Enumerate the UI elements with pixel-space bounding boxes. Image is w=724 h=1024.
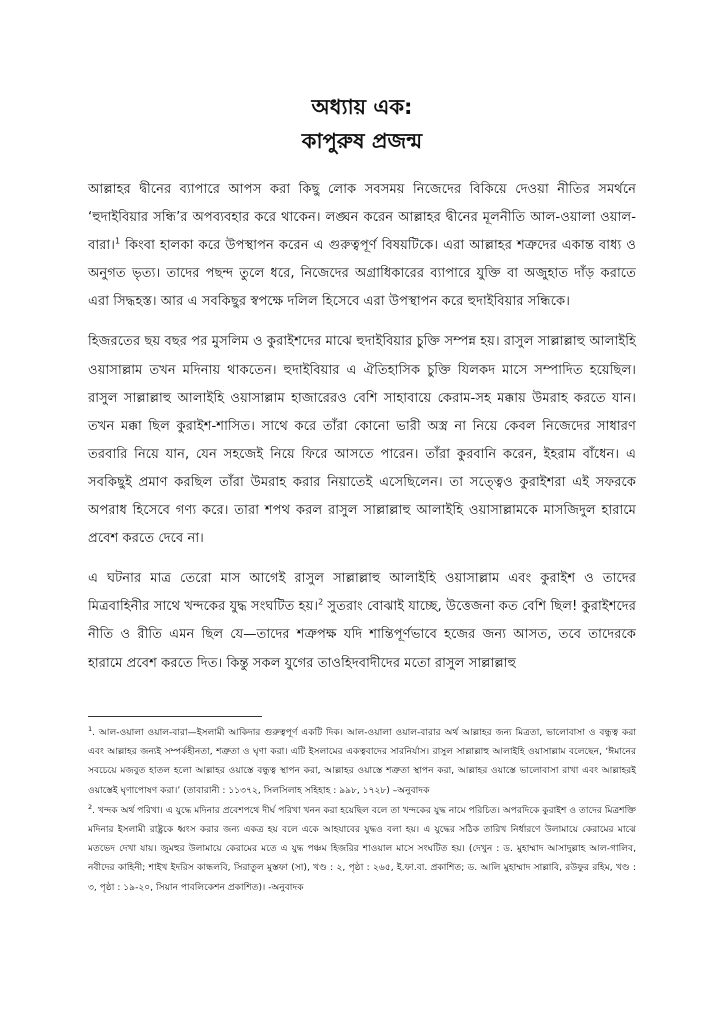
paragraph [88,176,636,316]
chapter-label: অধ্যায় এক: [311,95,413,119]
paragraph-text: হিজরতের ছয় বছর পর মুসলিম ও কুরাইশদের মাঝে হুদাইবিয়ার চুক্তি সম্পন্ন হয়। রাসুল সাল্লাল্লাহু আলাইহি ওয়াসাল্লাম তখন মদিনায় থাকতেন। হুদাইবিয়ার এ ঐতিহাসিক চুক্তি যিলকদ মাসে সম্পাদিত হয়েছিল। রাসুল সাল্লাল্লাহু আলাইহি ওয়াসাল্লাম হাজারেরও বেশি সাহাবায়ে কেরাম-সহ মক্কায় উমরাহ করতে যান। তখন মক্কা ছিল কুরাইশ-শাসিত। সাথে করে তাঁরা কোনো ভারী অস্ত্র না নিয়ে কেবল নিজেদের সাধারণ তরবারি নিয়ে যান, যেন সহজেই নিয়ে ফিরে আসতে পারেন। তাঁরা কুরবানি করেন, ইহরাম বাঁধেন। এ সবকিছুই প্রমাণ করছিল তাঁরা উমরাহ করার নিয়াতেই এসেছিলেন। তা সত্ত্বেও কুরাইশরা এই সফরকে অপরাধ হিসেবে গণ্য করে। তারা শপথ করল রাসুল সাল্লাল্লাহু আলাইহি ওয়াসাল্লামকে মাসজিদুল হারামে প্রবেশ করতে দেবে না। [88,334,636,547]
footnote [88,802,636,898]
paragraph [88,565,636,677]
chapter-title: কাপুরুষ প্রজন্ম [301,129,423,153]
footnote-ref: 1 [114,236,121,246]
footnote-number: 1 [88,724,93,733]
paragraph-text: আল্লাহর দ্বীনের ব্যাপারে আপস করা কিছু লোক সবসময় নিজেদের বিকিয়ে দেওয়া নীতির সমর্থনে ‘হুদাইবিয়ার সন্ধি’র অপব্যবহার করে থাকেন। লঙ্ঘন করেন আল্লাহর দ্বীনের মূলনীতি আল-ওয়ালা ওয়াল-বারা। [88,182,636,254]
footnote-divider [88,716,262,717]
footnote-number: 2 [88,802,93,811]
paragraph-text: সুতরাং বোঝাই যাচ্ছে, উত্তেজনা কত বেশি ছিল! কুরাইশদের নীতি ও রীতি এমন ছিল যে—তাদের শত্রুপক্ষ যদি শান্তিপূর্ণভাবে হজের জন্য আসত, তবে তাদেরকে হারামে প্রবেশ করতে দিত। কিন্তু সকল যুগের তাওহিদবাদীদের মতো রাসুল সাল্লাল্লাহু [88,599,636,671]
paragraph [88,328,636,553]
paragraph-text: এ ঘটনার মাত্র তেরো মাস আগেই রাসুল সাল্লাল্লাহু আলাইহি ওয়াসাল্লাম এবং কুরাইশ ও তাদের মিত্রবাহিনীর সাথে খন্দকের যুদ্ধ সংঘটিত হয়। [88,571,636,615]
footnote [88,724,636,801]
body-text [88,176,636,690]
footnotes [88,724,636,899]
paragraph-text: কিংবা হালকা করে উপস্থাপন করেন এ গুরুত্বপূর্ণ বিষয়টিকে। এরা আল্লাহর শত্রুদের একান্ত বাধ্য ও অনুগত ভৃত্য। তাদের পছন্দ তুলে ধরে, নিজেদের অগ্রাধিকারের ব্যাপারে যুক্তি বা অজুহাত দাঁড় করাতে এরা সিদ্ধহস্ত। আর এ সবকিছুর স্বপক্ষে দলিল হিসেবে এরা উপস্থাপন করে হুদাইবিয়ার সন্ধিকে। [88,238,636,310]
footnote-text: . আল-ওয়ালা ওয়াল-বারা—ইসলামী আকিদার গুরুত্বপূর্ণ একটি দিক। আল-ওয়ালা ওয়াল-বারার অর্থ আল্লাহর জন্য মিত্রতা, ভালোবাসা ও বন্ধুত্ব করা এবং আল্লাহর জন্যই সম্পর্কহীনতা, শত্রুতা ও ঘৃণা করা। এটি ইসলামের একত্ববাদের সারনির্যাস। রাসুল সাল্লাল্লাহু আলাইহি ওয়াসাল্লাম বলেছেন, ‘ঈমানের সবচেয়ে মজবুত হাতল হলো আল্লাহর ওয়াস্তে বন্ধুত্ব স্থাপন করা, আল্লাহর ওয়াস্তে শত্রুতা স্থাপন করা, আল্লাহর ওয়াস্তে ভালোবাসা রাখা এবং আল্লাহরই ওয়াস্তেই ঘৃণাপোষণ করা।’ (তাবারানী : ১১৩৭২, সিলসিলাহ সহিহাহ : ৯৯৮, ১৭২৮) –অনুবাদক [88,728,637,796]
footnote-text: . খন্দক অর্থ পরিখা। এ যুদ্ধে মদিনার প্রবেশপথে দীর্ঘ পরিখা খনন করা হয়েছিল বলে তা খন্দকের যুদ্ধ নামে পরিচিত। অপরদিকে কুরাইশ ও তাদের মিত্রশক্তি মদিনার ইসলামী রাষ্ট্রকে ধ্বংস করার জন্য একত্র হয় বলে একে আহযাবের যুদ্ধও বলা হয়। এ যুদ্ধের সঠিক তারিখ নির্ধারণে উলামায়ে কেরামের মাঝে মতভেদ দেখা যায়। জুমহুর উলামায়ে কেরামের মতে এ যুদ্ধ পঞ্চম হিজরির শাওয়াল মাসে সংঘটিত হয়। (দেখুন : ড. মুহাম্মাদ আসাদুল্লাহ আল-গালিব, নবীদের কাহিনী; শাইখ ইদরিস কান্ধলবি, সিরাতুল মুস্তফা (সা), খণ্ড : ২, পৃষ্ঠা : ২৬৫, ই.ফা.বা. প্রকাশিত; ড. আলি মুহাম্মাদ সাল্লাবি, রউফুর রহিম, খণ্ড : ৩, পৃষ্ঠা : ১৯-২০, সিয়ান পাবলিকেশন প্রকাশিত)। -অনুবাদক [88,805,636,893]
footnote-ref: 2 [318,597,324,607]
